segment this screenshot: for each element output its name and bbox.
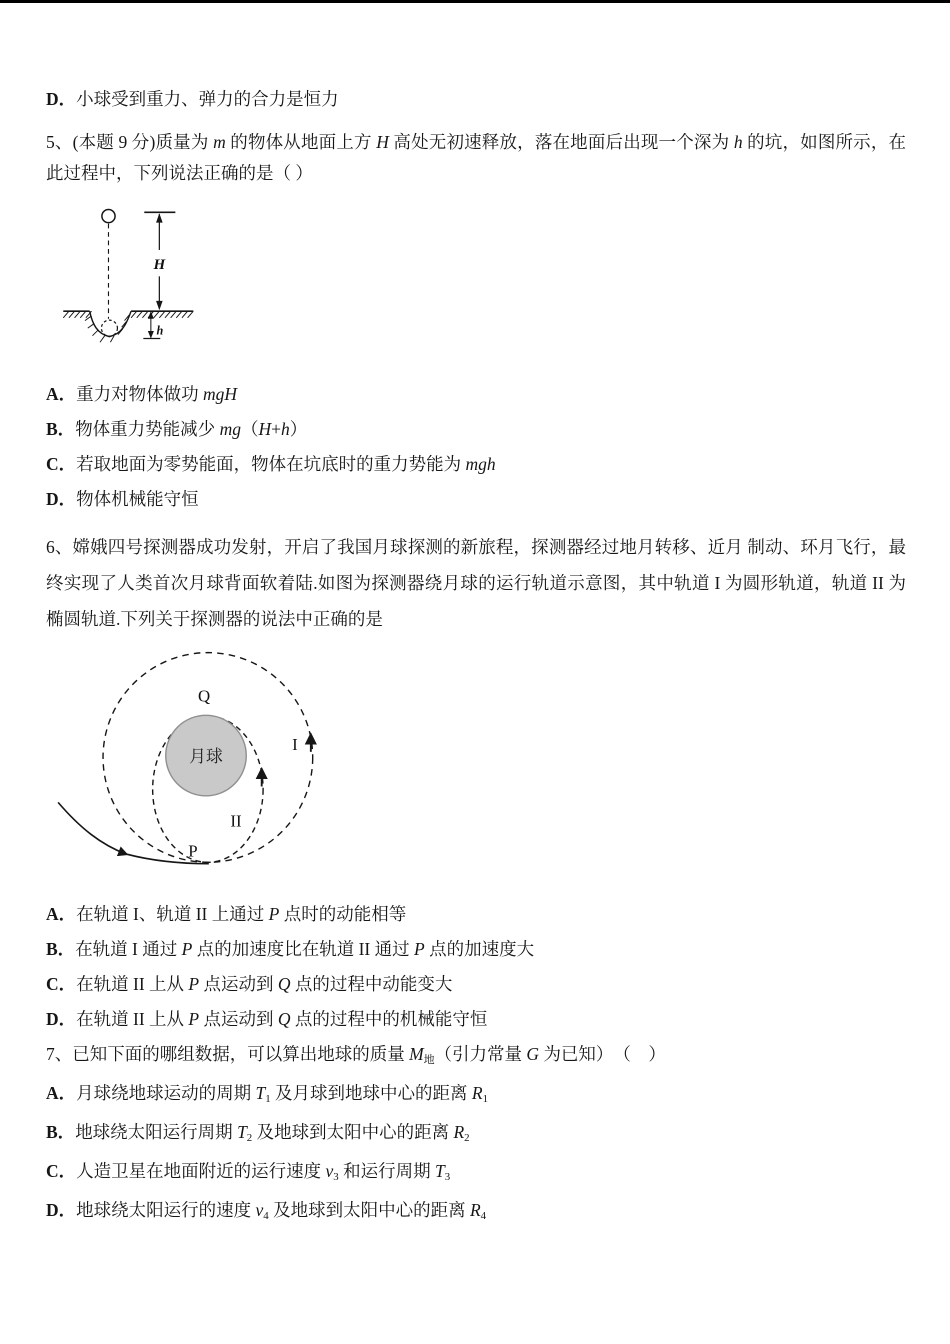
- orbit-1-label: I: [292, 734, 298, 754]
- ball-start: [102, 209, 115, 222]
- q6-option-d: D．在轨道 II 上从 P 点运动到 Q 点的过程中的机械能守恒: [46, 1009, 488, 1029]
- q6-option-b: B．在轨道 I 通过 P 点的加速度比在轨道 II 通过 P 点的加速度大: [46, 939, 535, 959]
- point-q-label: Q: [198, 686, 211, 706]
- q7-option-a: A．月球绕地球运动的周期 $T_1$ 及月球到地球中心的距离 $R_1$: [46, 1083, 489, 1106]
- q7-stem: 7、已知下面的哪组数据，可以算出地球的质量 $M_地$（引力常量 G 为已知） （ ）: [46, 1044, 666, 1067]
- q6-options: [46, 897, 906, 1037]
- q7-option-b: B．地球绕太阳运行周期 $T_2$ 及地球到太阳中心的距离 $R_2$: [46, 1122, 470, 1145]
- moon-label: 月球: [189, 747, 223, 767]
- ground-hatching: [63, 311, 193, 342]
- depth-label: h: [156, 323, 164, 338]
- ball-in-pit: [101, 320, 117, 336]
- transfer-trajectory-arrow-segment: [58, 802, 125, 853]
- q5-option-a: A．重力对物体做功 mgH: [46, 384, 238, 404]
- q6-stem: 6、嫦娥四号探测器成功发射，开启了我国月球探测的新旅程，探测器经过地月转移、近月 制动、环月飞行，最终实现了人类首次月球背面软着陆.如图为探测器绕月球的运行轨道示意图，其中轨道 I 为圆形轨道，轨道 II 为椭圆轨道.下列关于探测器的说法中正确的是: [46, 537, 906, 629]
- q7-options: [46, 1077, 906, 1233]
- q6-option-c: C．在轨道 II 上从 P 点运动到 Q 点的过程中动能变大: [46, 974, 453, 994]
- q5-figure: [50, 201, 215, 363]
- height-label: H: [153, 256, 166, 273]
- q5-option-d: D．物体机械能守恒: [46, 489, 199, 509]
- q5-stem: 5、(本题 9 分)质量为 m 的物体从地面上方 H 高处无初速释放，落在地面后出现一个深为 h 的坑，如图所示，在此过程中，下列说法正确的是（ ）: [46, 132, 907, 183]
- q5-option-c: C．若取地面为零势能面，物体在坑底时的重力势能为 mgh: [46, 454, 496, 474]
- q6-figure: [56, 647, 356, 881]
- q7-option-c: C．人造卫星在地面附近的运行速度 $v_3$ 和运行周期 $T_3$: [46, 1161, 451, 1184]
- q5-options: [46, 377, 906, 517]
- orbit-2-label: II: [230, 811, 242, 831]
- q6-option-a: A．在轨道 I、轨道 II 上通过 P 点时的动能相等: [46, 904, 407, 924]
- point-p-label: P: [188, 841, 198, 861]
- q5-option-b: B．物体重力势能减少 mg（H+h）: [46, 419, 308, 439]
- q4-option-d: D．小球受到重力、弹力的合力是恒力: [46, 89, 339, 109]
- physics-exam-page: [0, 3, 950, 1233]
- q7-option-d: D．地球绕太阳运行的速度 $v_4$ 及地球到太阳中心的距离 $R_4$: [46, 1200, 487, 1223]
